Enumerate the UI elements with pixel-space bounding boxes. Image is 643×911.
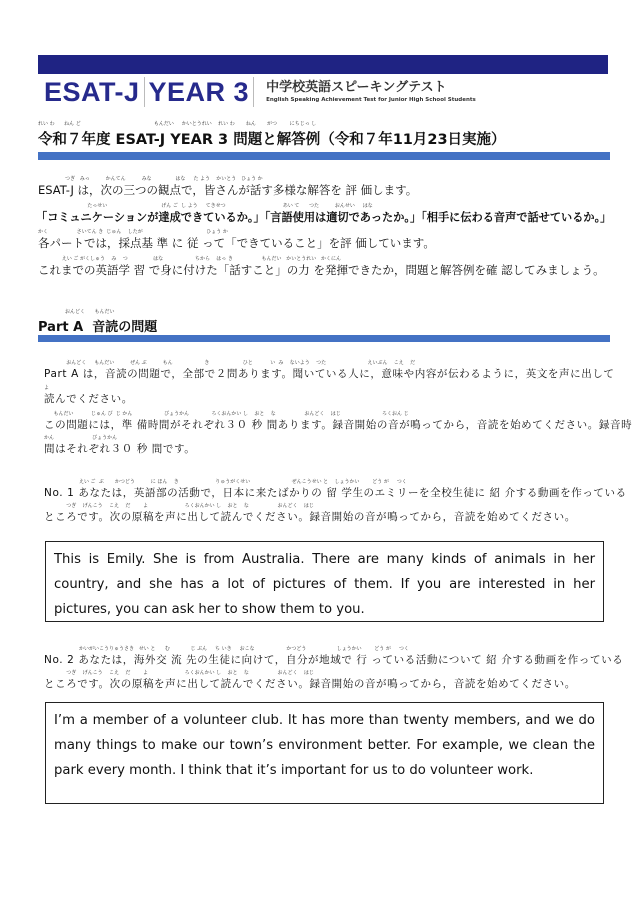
q1-instruction-line2: ところです。次の原稿を声に出して読んでください。録音開始の音が鳴ってから，音読を始めてください。 — [44, 511, 576, 523]
desc-line2: 読んでください。 — [44, 393, 133, 405]
part-a-underline-bar — [38, 335, 610, 342]
desc-line1-furigana: おんどく もんだい ぜん ぶ もん き ひと い み ないよう つた えいぶん こえ だ — [44, 360, 416, 366]
intro-line4-furigana: えい ご がくしゅう み つ はな ちから はっ き もんだい かいとうれい かくにん — [38, 256, 342, 262]
q1-line2-furigana: つぎ げんこう こえ だ よ ろくおんかい し おと な おんどく はじ — [44, 503, 314, 509]
q2-line2-furigana: つぎ げんこう こえ だ よ ろくおんかい し おと な おんどく はじ — [44, 670, 314, 676]
desc-line4: 間はそれぞれ３０ 秒 間です。 — [44, 443, 196, 455]
logo-divider — [253, 77, 254, 107]
q2-instruction-line1: No. 2 あなたは，海外交 流 先の生徒に向けて，自分が地域で 行 っている活動について 紹 介する動画を作っている — [44, 654, 624, 666]
q2-passage-box: I’m a member of a volunteer club. It has more than twenty members, and we do many things to make our town’s environment better. For example, we clean the park every month. I think that it’s important for us to do volunteer work. — [45, 702, 604, 804]
intro-line4: これまでの英語学 習 で身に付けた「話すこと」の力 を発揮できたか，問題と解答例を確 認してみましょう。 — [38, 263, 605, 277]
intro-line3-furigana: かく さいてん き じゅん したが ひょう か — [38, 229, 228, 235]
intro-line3: 各パートでは，採点基 準 に 従 って「できていること」を評 価しています。 — [38, 236, 435, 250]
page-title: 令和７年度 ESAT-J YEAR 3 問題と解答例（令和７年11月23日実施） — [38, 132, 506, 148]
q2-instruction-line2: ところです。次の原稿を声に出して読んでください。録音開始の音が鳴ってから，音読を始めてください。 — [44, 678, 576, 690]
logo-subtitle — [266, 80, 476, 104]
esat-logo — [44, 76, 476, 108]
q1-instruction-line1: No. 1 あなたは，英語部の活動で，日本に来たばかりの 留 学生のエミリーを全校生徒に 紹 介する動画を作っている — [44, 487, 627, 499]
desc-line3: この問題には，準 備時間がそれぞれ３０ 秒 間あります。録音開始の音が鳴ってから，音読を始めてください。録音時 — [44, 419, 633, 431]
intro-line2-furigana: たっせい げん ご し よう てきせつ あい て つた おんせい はな — [38, 203, 373, 209]
header-banner — [38, 55, 608, 74]
logo-year-text: YEAR 3 — [148, 76, 250, 107]
q1-line1-furigana: えい ご ぶ かつどう に ほん き りゅうがくせい ぜんこうせい と しょうかい どう が つく — [44, 479, 407, 485]
part-a-heading — [38, 316, 157, 335]
q2-line1-furigana: かいがいこうりゅうさき せい と む じ ぶん ち いき おこな かつどう しょうかい どう が つく — [44, 646, 409, 652]
logo-japanese-title: 中学校英語スピーキングテスト — [266, 80, 447, 95]
intro-line1-furigana: つぎ みっ かんてん みな はな た よう かいとう ひょう か — [38, 176, 263, 182]
desc-line4-furigana: かん びょうかん — [44, 435, 118, 441]
q1-passage-box: This is Emily. She is from Australia. There are many kinds of animals in her country, and she has a lot of pictures of them. If you are interested in her pictures, you can ask her to show them to you. — [45, 541, 604, 622]
logo-english-subtitle: English Speaking Achievement Test for Junior High School Students — [266, 97, 476, 103]
logo-main-text: ESAT-J — [44, 76, 140, 107]
title-furigana: れい わ ねん ど もんだい かいとうれい れい わ ねん がつ にちじっ し — [38, 121, 317, 127]
desc-line1: Part A は，音読の問題で，全部で２問あります。聞いている人に，意味や内容が伝わるように，英文を声に出して — [44, 368, 615, 380]
desc-line2-furigana: よ — [44, 385, 50, 391]
part-a-furigana: おんどく もんだい — [38, 309, 115, 315]
logo-divider — [144, 77, 145, 107]
part-a-label: Part A — [38, 320, 84, 335]
desc-line3-furigana: もんだい じゅん び じ かん びょうかん ろくおんかい し おと な おんどく はじ ろくおん じ — [44, 411, 409, 417]
title-underline-bar — [38, 152, 610, 160]
intro-criteria: 「コミュニケーションが達成できているか。」「言語使用は適切であったか。」「相手に伝わる音声で話せているか。」 — [36, 211, 612, 224]
part-a-title: 音読の問題 — [92, 320, 158, 335]
intro-line1: ESAT-J は，次の三つの観点で，皆さんが話す多様な解答を 評 価します。 — [38, 183, 418, 197]
